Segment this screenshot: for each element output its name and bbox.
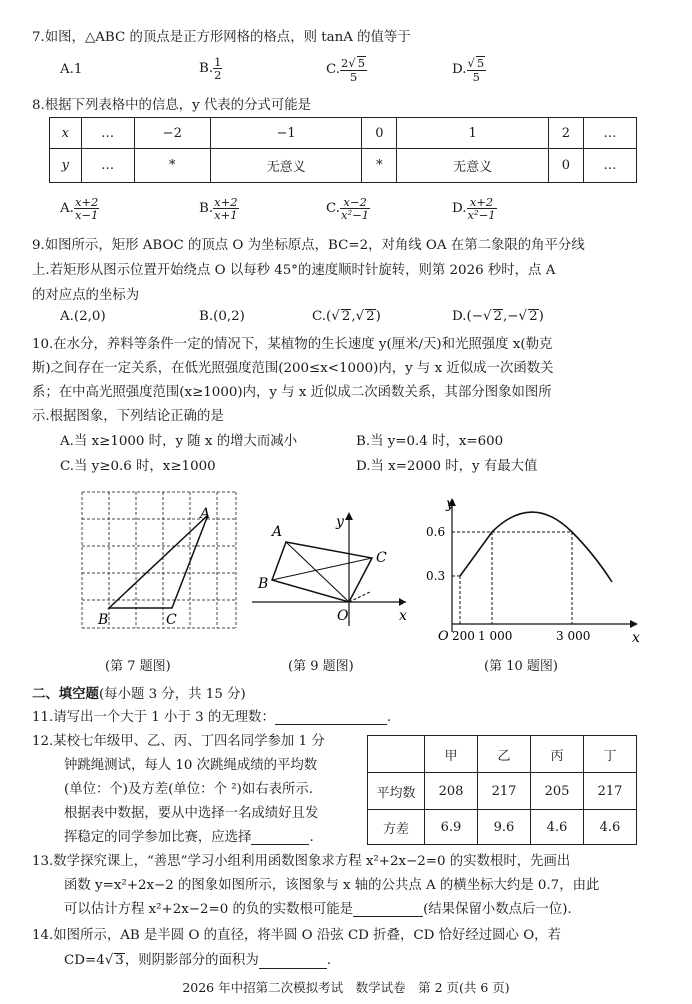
option-label: D. [452, 61, 467, 77]
radicand: 3 [115, 953, 124, 968]
denominator: x²−1 [341, 208, 370, 223]
q13-answer-blank[interactable] [353, 916, 423, 917]
q12-end: . [309, 830, 314, 845]
separator: ,− [503, 309, 519, 324]
q9-option-c: C.(√ 2,√ 2) [312, 309, 381, 324]
fraction [467, 196, 497, 221]
q10-line4: 示.根据图象，下列结论正确的是 [32, 409, 224, 424]
q8-cell: 无意义 [397, 149, 548, 183]
fig10-tick-3000: 3 000 [556, 629, 591, 642]
q12-cell: 217 [584, 773, 637, 810]
q12-header-row [368, 736, 637, 773]
denominator: x−1 [74, 208, 99, 223]
fig9-diagram [252, 508, 414, 630]
q8-table [49, 117, 637, 183]
q12-line1: 12.某校七年级甲、乙、丙、丁四名同学参加 1 分 [32, 734, 325, 749]
q10-line3: 系；在中高光照强度范围(x≥1000)内，y 与 x 近似成二次函数关系，其部分图象如图所 [32, 385, 552, 400]
q12-line3: (单位：个)及方差(单位：个 ²)如右表所示. [64, 782, 314, 797]
q8-cell: 0 [548, 149, 583, 183]
q12-cell [368, 736, 425, 773]
fig9-label-y: y [336, 514, 344, 530]
numerator: √ 5 [467, 56, 485, 70]
q13-line1: 13.数学探究课上，“善思”学习小组利用函数图象求方程 x²+2x−2=0 的实数根时，先画出 [32, 854, 571, 869]
fig10-chart [424, 492, 646, 642]
q8-option-c [326, 196, 370, 221]
q12-cell: 9.6 [478, 810, 531, 845]
fraction [213, 56, 222, 81]
section2-heading [32, 683, 246, 702]
q8-cell: … [81, 149, 134, 183]
q7-option-c [326, 56, 367, 83]
arrow-icon [630, 620, 638, 628]
q8-cell: 2 [548, 118, 583, 149]
fraction [213, 196, 238, 221]
denominator: 5 [472, 69, 480, 84]
q12-cell: 丙 [531, 736, 584, 773]
q9-line2: 上.若矩形从图示位置开始绕点 O 以每秒 45°的速度顺时针旋转，则第 2026 秒时，点 A [32, 263, 556, 278]
radicand: 2 [366, 309, 375, 324]
fig10-caption: (第 10 题图) [484, 659, 558, 674]
q11-end: . [386, 710, 392, 725]
numerator: x−2 [340, 196, 370, 209]
fraction [74, 196, 99, 221]
coefficient: 2 [341, 56, 349, 70]
q12-var-row [368, 810, 637, 845]
bracket: ) [375, 309, 381, 324]
numerator: 1 [214, 55, 222, 69]
fig7-triangle [109, 515, 208, 608]
q10-option-c: C.当 y≥0.6 时，x≥1000 [60, 459, 216, 474]
q12-cell: 4.6 [584, 810, 637, 845]
option-label: A. [60, 201, 74, 217]
q14-line2-text: CD=4 [64, 953, 105, 968]
q8-option-a [60, 196, 99, 221]
q12-cell: 6.9 [425, 810, 478, 845]
q8-cell: … [81, 118, 134, 149]
q9-line3: 的对应点的坐标为 [32, 288, 140, 303]
q10-option-b: B.当 y=0.4 时，x=600 [356, 434, 504, 449]
q7-option-b [199, 56, 222, 81]
q8-option-b [199, 196, 239, 221]
fig9-label-x: x [399, 608, 407, 624]
q12-line2: 钟跳绳测试，每人 10 次跳绳成绩的平均数 [64, 758, 318, 773]
q12-cell: 甲 [425, 736, 478, 773]
q8-cell: 0 [362, 118, 397, 149]
q8-cell: … [583, 118, 636, 149]
denominator: x²−1 [467, 208, 496, 223]
bracket: ) [538, 309, 544, 324]
q8-row-y [50, 149, 637, 183]
fig10-label-o: O [438, 629, 449, 642]
q11-text: 11.请写出一个大于 1 小于 3 的无理数： [32, 710, 275, 725]
numerator: x+2 [467, 196, 497, 209]
q8-cell: −2 [134, 118, 210, 149]
q8-cell: y [50, 149, 82, 183]
option-label: C.( [312, 309, 332, 324]
q7-stem: 7.如图，△ABC 的顶点是正方形网格的格点，则 tanA 的值等于 [32, 30, 411, 45]
denominator: x+1 [214, 208, 238, 223]
fig10-curve [460, 512, 612, 582]
numerator: x+2 [214, 195, 238, 209]
q13-line2: 函数 y=x²+2x−2 的图象如图所示，该图象与 x 轴的公共点 A 的横坐标大约是 0.7，由此 [64, 878, 600, 893]
q10-line1: 10.在水分，养料等条件一定的情况下，某植物的生长速度 y(厘米/天)和光照强度 x(勒克 [32, 337, 553, 352]
q12-cell: 方差 [368, 810, 425, 845]
fig7-caption: (第 7 题图) [105, 659, 171, 674]
q14-line2: CD=4√ 3，则阴影部分的面积为 . [64, 953, 331, 968]
q13-line3-text: 可以估计方程 x²+2x−2=0 的负的实数根可能是 [64, 902, 354, 917]
fraction [340, 196, 370, 221]
radicand: 2 [493, 309, 503, 324]
q8-cell: * [134, 149, 210, 183]
q8-cell: x [50, 118, 82, 149]
option-label: D. [452, 201, 467, 217]
q8-cell: 无意义 [210, 149, 361, 183]
fraction [467, 56, 487, 83]
q12-line5-text: 挥稳定的同学参加比赛，应选择 [64, 830, 252, 845]
fig7-label-a: A [200, 506, 211, 522]
denominator: 2 [214, 68, 222, 83]
q8-stem: 8.根据下列表格中的信息，y 代表的分式可能是 [32, 98, 312, 113]
q14-line2-rest: ，则阴影部分的面积为 [124, 953, 259, 968]
q12-table [367, 735, 637, 845]
fig9-label-o: O [337, 608, 349, 624]
q12-cell: 乙 [478, 736, 531, 773]
section2-title: 二、填空题 [32, 686, 99, 702]
q12-cell: 205 [531, 773, 584, 810]
q12-answer-blank[interactable] [251, 844, 309, 845]
q12-cell: 208 [425, 773, 478, 810]
fig9-label-b: B [258, 576, 269, 592]
numerator: 2√ 5 [341, 56, 366, 70]
q12-line4: 根据表中数据，要从中选择一名成绩好且发 [64, 806, 319, 821]
q13-line3 [64, 898, 572, 917]
q9-option-b: B.(0,2) [199, 309, 245, 324]
q11-answer-blank[interactable] [275, 724, 387, 725]
fig10-tick-06: 0.6 [426, 525, 446, 539]
q8-cell: 1 [397, 118, 548, 149]
fig9-rectangle [272, 542, 372, 602]
fig9-label-a: A [272, 524, 283, 540]
q10-option-a: A.当 x≥1000 时，y 随 x 的增大而减小 [60, 434, 298, 449]
q8-cell: −1 [210, 118, 361, 149]
fig10-guides [452, 532, 572, 624]
fig10-label-x: x [632, 630, 640, 642]
q8-row-x [50, 118, 637, 149]
separator: , [351, 309, 356, 324]
q14-end: . [326, 953, 331, 968]
arrow-icon [399, 598, 406, 606]
fig10-label-y: y [446, 496, 454, 512]
q12-line5 [64, 826, 314, 845]
option-label: B. [199, 61, 214, 77]
radicand: 2 [341, 309, 351, 324]
q8-cell: * [362, 149, 397, 183]
fig10-tick-03: 0.3 [426, 569, 446, 583]
q12-cell: 丁 [584, 736, 637, 773]
fig7-diagram [72, 488, 244, 638]
fig7-label-c: C [166, 612, 177, 628]
q9-line1: 9.如图所示，矩形 ABOC 的顶点 O 为坐标原点，BC=2，对角线 OA 在第二象限的角平分线 [32, 238, 585, 253]
fig10-tick-200: 200 [452, 629, 475, 642]
q10-line2: 斯)之间存在一定关系，在低光照强度范围(200≤x<1000)内，y 与 x 近似成一次函数关 [32, 361, 554, 376]
fraction [340, 56, 367, 83]
q7-option-a: A.1 [60, 62, 83, 77]
page-footer: 2026 年中招第二次模拟考试 数学试卷 第 2 页(共 6 页) [182, 980, 510, 995]
q12-cell: 4.6 [531, 810, 584, 845]
numerator: x+2 [74, 195, 99, 209]
denominator: 5 [349, 69, 358, 84]
q8-cell: … [583, 149, 636, 183]
q7-option-d [452, 56, 486, 83]
q9-option-d: D.(−√ 2,−√ 2) [452, 309, 544, 324]
radicand: 5 [357, 56, 366, 70]
option-label: B. [199, 201, 214, 217]
option-label: C. [326, 61, 341, 77]
q12-cell: 平均数 [368, 773, 425, 810]
q12-cell: 217 [478, 773, 531, 810]
q13-line3-note: (结果保留小数点后一位). [423, 902, 572, 917]
radicand: 2 [529, 309, 538, 324]
q9-option-a: A.(2,0) [60, 309, 106, 324]
q11 [32, 706, 391, 725]
option-label: C. [326, 201, 341, 217]
q14-line1: 14.如图所示，AB 是半圆 O 的直径，将半圆 O 沿弦 CD 折叠，CD 恰好经过圆心 O，若 [32, 928, 561, 943]
q8-option-d [452, 196, 497, 221]
section2-note: (每小题 3 分，共 15 分) [98, 687, 246, 702]
fig9-caption: (第 9 题图) [288, 659, 354, 674]
fig10-tick-1000: 1 000 [478, 629, 513, 642]
arrow-icon [345, 512, 353, 520]
option-label: D.(− [452, 309, 483, 324]
q10-option-d: D.当 x=2000 时，y 有最大值 [356, 459, 538, 474]
fig7-label-b: B [98, 612, 109, 628]
radicand: 5 [476, 56, 485, 70]
q12-mean-row [368, 773, 637, 810]
fig9-label-c: C [376, 550, 387, 566]
q14-answer-blank[interactable] [259, 968, 327, 969]
